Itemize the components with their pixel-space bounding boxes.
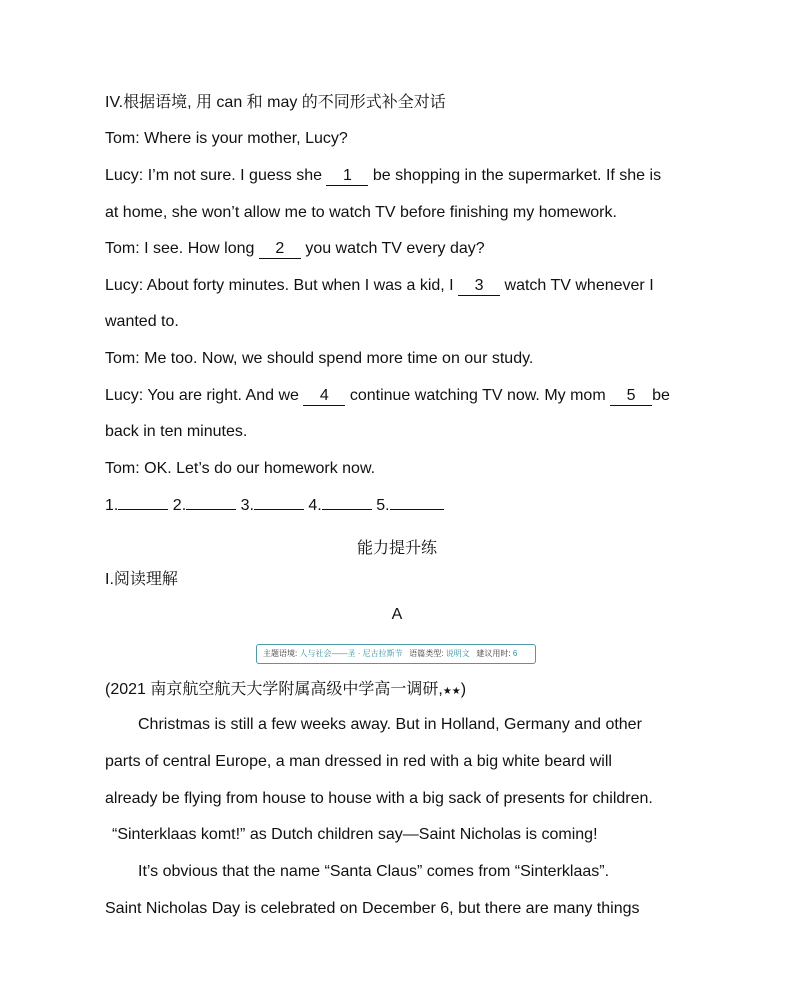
banner-theme-value: 人与社会——圣 · 尼古拉斯节: [299, 649, 403, 658]
dialog-line: at home, she won’t allow me to watch TV before finishing my homework.: [105, 204, 617, 221]
passage-label: A: [391, 606, 403, 623]
source-line: [105, 680, 466, 702]
passage-line: Christmas is still a few weeks away. But in Holland, Germany and other: [138, 716, 642, 733]
dialog-line: Tom: OK. Let’s do our homework now.: [105, 460, 376, 477]
dialog-text: Lucy: About forty minutes. But when I was a kid, I: [105, 277, 454, 294]
banner-time-value: 6: [512, 649, 518, 658]
section-4-heading: IV.根据语境, 用 can 和 may 的不同形式补全对话: [105, 94, 446, 111]
dialog-line: back in ten minutes.: [105, 423, 248, 440]
passage-line: “Sinterklaas komt!” as Dutch children say—Saint Nicholas is coming!: [112, 826, 598, 843]
passage-line: already be flying from house to house with a big sack of presents for children.: [105, 790, 653, 807]
banner-time-label: 建议用时:: [476, 649, 511, 658]
blank-4[interactable]: 4: [303, 387, 345, 406]
reading-heading: I.阅读理解: [105, 571, 178, 588]
theme-banner: [256, 644, 536, 664]
dialog-line: [105, 166, 661, 186]
dialog-text: Lucy: I’m not sure. I guess she: [105, 167, 322, 184]
source-end: ): [460, 681, 467, 698]
answer-blank-5[interactable]: [390, 509, 444, 510]
banner-theme-label: 主题语境:: [263, 649, 298, 658]
section-title: 能力提升练: [356, 540, 437, 557]
dialog-line: wanted to.: [105, 313, 179, 330]
answer-blank-1[interactable]: [118, 509, 168, 510]
blank-1[interactable]: 1: [326, 167, 368, 186]
dialog-text: be shopping in the supermarket. If she is: [372, 167, 662, 184]
difficulty-stars-icon: ★★: [442, 686, 461, 697]
dialog-line: Tom: Me too. Now, we should spend more time on our study.: [105, 350, 534, 367]
blank-3[interactable]: 3: [458, 277, 500, 296]
blank-5[interactable]: 5: [610, 387, 652, 406]
banner-genre-value: 说明文: [445, 649, 470, 658]
blank-2[interactable]: 2: [259, 240, 301, 259]
dialog-line: [105, 276, 654, 296]
dialog-text: be: [652, 387, 670, 404]
answer-blank-4[interactable]: [322, 509, 372, 510]
answer-label: 4.: [308, 497, 322, 514]
dialog-text: Tom: I see. How long: [105, 240, 255, 257]
dialog-text: continue watching TV now. My mom: [349, 387, 606, 404]
answer-blank-2[interactable]: [186, 509, 236, 510]
answer-row: [105, 496, 444, 516]
dialog-text: Lucy: You are right. And we: [105, 387, 299, 404]
source-text: (2021 南京航空航天大学附属高级中学高一调研,: [105, 681, 443, 698]
answer-blank-3[interactable]: [254, 509, 304, 510]
passage-line: It’s obvious that the name “Santa Claus” comes from “Sinterklaas”.: [138, 863, 610, 880]
dialog-text: watch TV whenever I: [504, 277, 654, 294]
answer-label: 2.: [172, 497, 187, 514]
passage-line: Saint Nicholas Day is celebrated on December 6, but there are many things: [105, 900, 640, 917]
answer-label: 1.: [105, 497, 119, 514]
dialog-line: Tom: Where is your mother, Lucy?: [105, 130, 348, 147]
dialog-line: [105, 386, 670, 406]
dialog-line: [105, 239, 485, 259]
passage-line: parts of central Europe, a man dressed in red with a big white beard will: [105, 753, 612, 770]
answer-label: 5.: [376, 497, 390, 514]
banner-genre-label: 语篇类型:: [409, 649, 444, 658]
answer-label: 3.: [240, 497, 254, 514]
dialog-text: you watch TV every day?: [305, 240, 485, 257]
